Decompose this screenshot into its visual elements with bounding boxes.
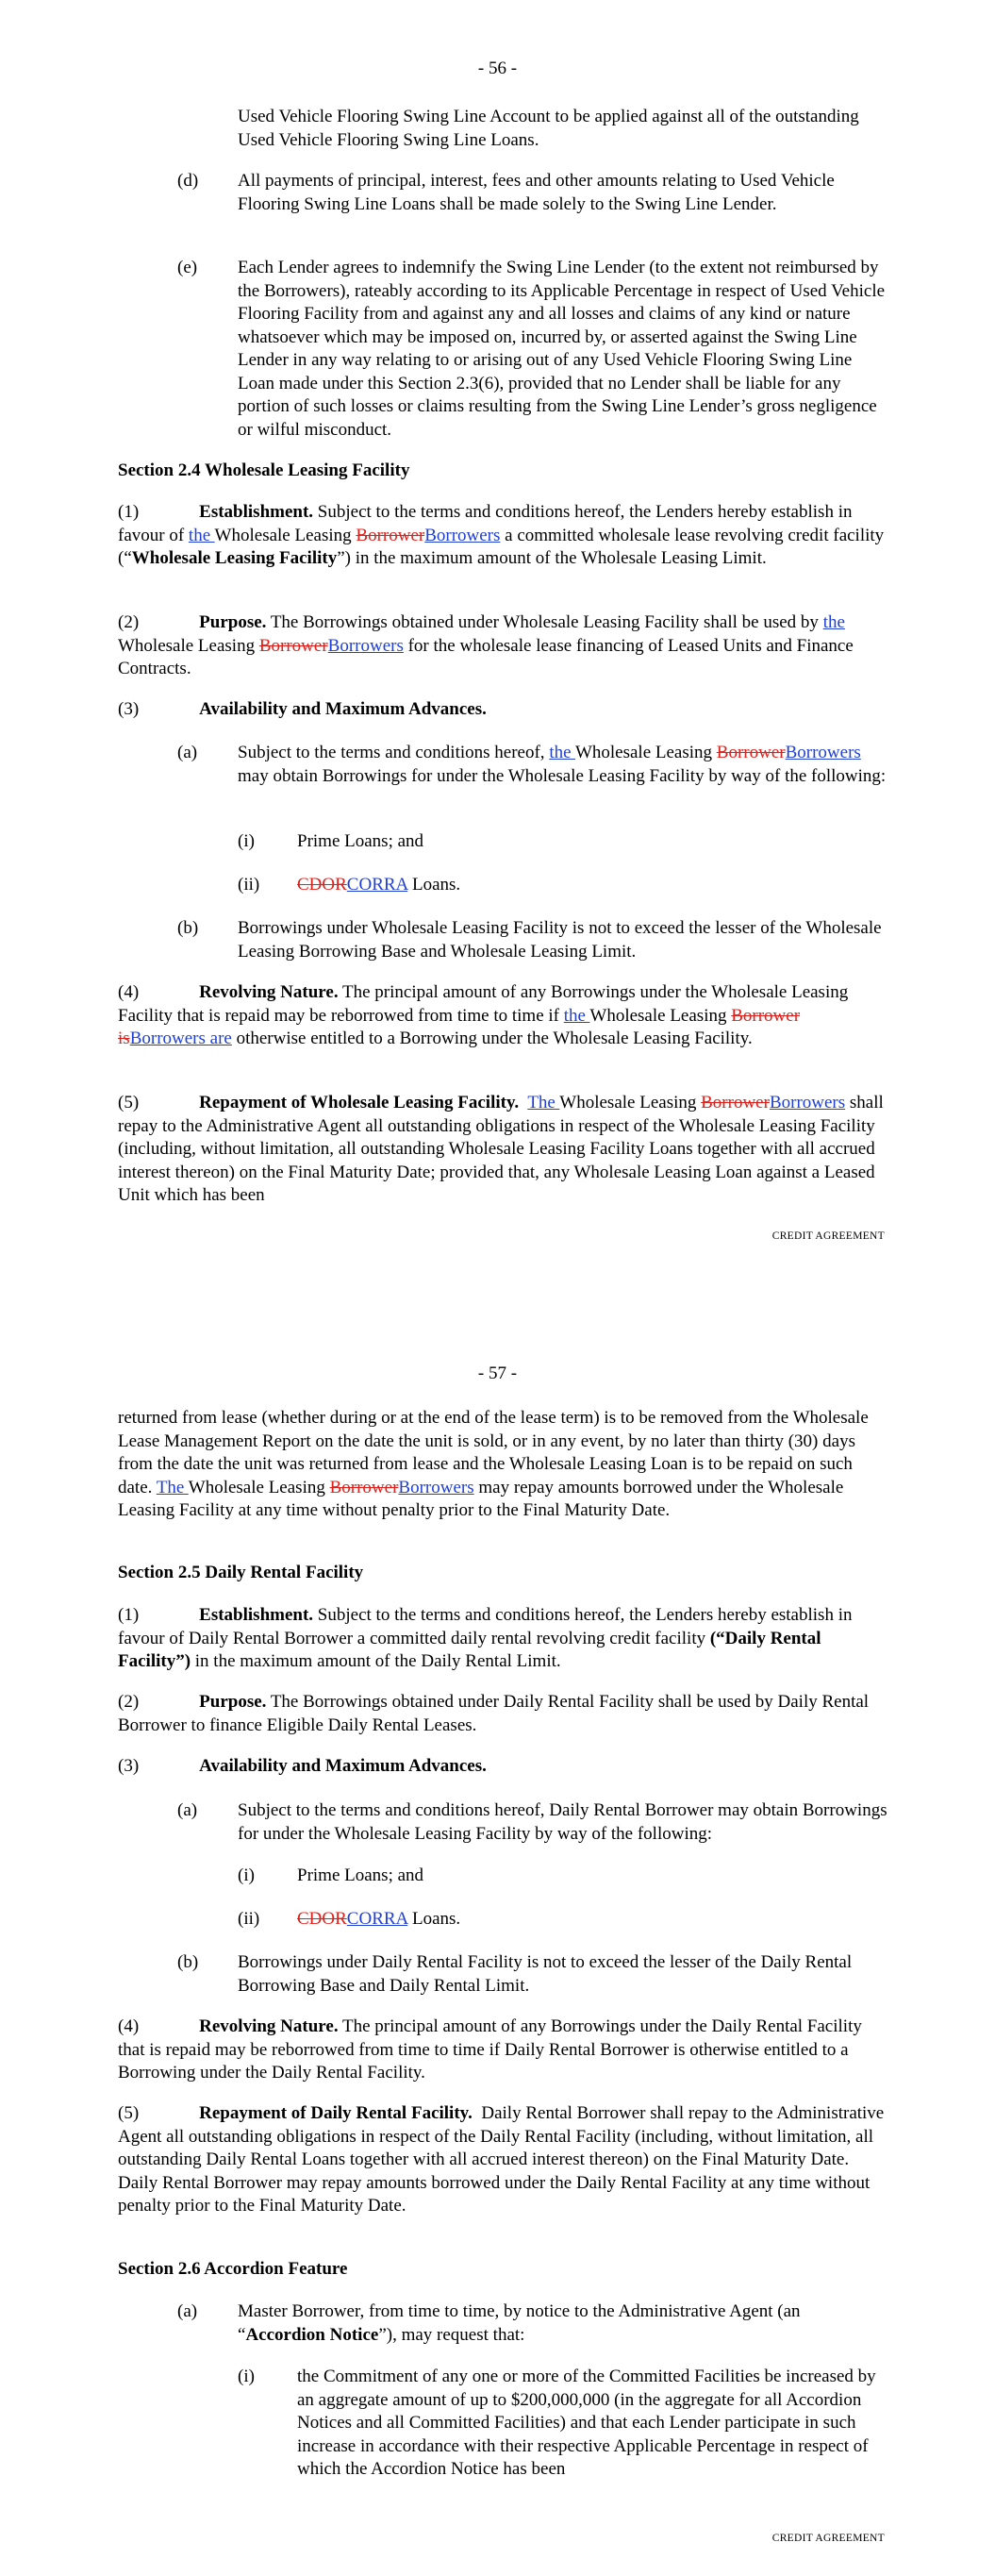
continued-text: returned from lease (whether during or at the end of the lease term) is to be removed from the Wholesale Lease Management Report on the date the unit is sold, or in any event, by no later than thirty (30) days from the date the unit was returned from lease and the Wholesale Leasing Loan is to be repaid on such date. The Wholesale Leasing BorrowerBorrowers may repay amounts borrowed under the Wholesale Leasing Facility at any time without penalty prior to the Final Maturity Date. bbox=[118, 1408, 869, 1520]
item-b-text: Borrowings under Wholesale Leasing Facility is not to exceed the lesser of the Wholesale Leasing Borrowing Base and Wholesale Leasing Limit. bbox=[238, 918, 882, 962]
para-revolving: (4) Revolving Nature. The principal amount of any Borrowings under the Daily Rental Facility that is repaid may be reborrowed from time to time if Daily Rental Borrower is otherwise entitled to a Borrowing under the Daily Rental Facility. bbox=[118, 2016, 862, 2083]
footer-credit-agreement: CREDIT AGREEMENT bbox=[771, 2533, 885, 2544]
item-e-label: (e) bbox=[177, 258, 198, 277]
para-number: (3) bbox=[118, 699, 140, 719]
inserted-text: Borrowers bbox=[327, 635, 404, 656]
item-a-text: Master Borrower, from time to time, by notice to the Administrative Agent (an “Accordion Notice”), may request that: bbox=[238, 2301, 801, 2345]
inserted-text: the bbox=[563, 1005, 590, 1026]
item-d-label: (d) bbox=[177, 171, 199, 191]
inserted-text: CORRA bbox=[346, 1909, 408, 1929]
deleted-text: Borrower is bbox=[118, 1005, 801, 1048]
continued-text: Used Vehicle Flooring Swing Line Account to be applied against all of the outstanding Used Vehicle Flooring Swing Line Loans. bbox=[238, 107, 859, 150]
item-ii-text: CDORCORRA Loans. bbox=[297, 1909, 461, 1929]
item-ii-text: CDORCORRA Loans. bbox=[297, 875, 461, 895]
para-repayment: (5) Repayment of Daily Rental Facility. Daily Rental Borrower shall repay to the Administrative Agent all outstanding obligations in respect of the Daily Rental Facility (including, without limitation, all outstanding Daily Rental Loans together with all accrued interest thereon) on the Final Maturity Date. Daily Rental Borrower may repay amounts borrowed under the Daily Rental Facility at any time without penalty prior to the Final Maturity Date. bbox=[118, 2103, 885, 2216]
inserted-text: Borrowers bbox=[769, 1093, 846, 1112]
para-number: (2) bbox=[118, 1692, 140, 1712]
inserted-text: Borrowers bbox=[424, 525, 501, 545]
item-i-text: the Commitment of any one or more of the Committed Facilities be increased by an aggregate amount of up to $200,000,000 (in the aggregate for all Accordion Notices and all Committed Facilities) and that each Lender participate in such increase in accordance with their respective Applicable Percentage in respect of which the Accordion Notice has been bbox=[297, 2367, 876, 2479]
inserted-text: The bbox=[527, 1093, 560, 1112]
inserted-text: Borrowers bbox=[398, 1477, 474, 1497]
item-a-label: (a) bbox=[177, 2301, 198, 2321]
section-2-4-heading: Section 2.4 Wholesale Leasing Facility bbox=[118, 460, 410, 480]
deleted-text: Borrower bbox=[258, 635, 328, 656]
footer-credit-agreement: CREDIT AGREEMENT bbox=[771, 1230, 885, 1242]
inserted-text: the bbox=[188, 525, 215, 545]
para-title: Availability and Maximum Advances. bbox=[199, 1756, 487, 1776]
section-2-6-heading: Section 2.6 Accordion Feature bbox=[118, 2259, 348, 2279]
item-ii-label: (ii) bbox=[238, 875, 260, 895]
para-number: (4) bbox=[118, 982, 140, 1002]
para-number: (1) bbox=[118, 502, 140, 522]
item-i-text: Prime Loans; and bbox=[297, 831, 424, 851]
item-a-label: (a) bbox=[177, 1800, 198, 1820]
para-repayment: (5) Repayment of Wholesale Leasing Facility. The Wholesale Leasing BorrowerBorrowers shall repay to the Administrative Agent all outstanding obligations in respect of the Wholesale Leasing Facility (including, without limitation, all outstanding Wholesale Leasing Facility Loans together with all accrued interest thereon) on the Final Maturity Date; provided that, any Wholesale Leasing Loan against a Leased Unit which has been bbox=[118, 1093, 884, 1205]
para-title: Repayment of Daily Rental Facility. bbox=[199, 2103, 473, 2123]
inserted-text: The bbox=[156, 1477, 189, 1497]
item-i-label: (i) bbox=[238, 831, 255, 851]
item-b-text: Borrowings under Daily Rental Facility is not to exceed the lesser of the Daily Rental Borrowing Base and Daily Rental Limit. bbox=[238, 1952, 853, 1996]
inserted-text: the bbox=[822, 612, 845, 632]
para-title: Revolving Nature. bbox=[199, 2016, 339, 2036]
deleted-text: Borrower bbox=[356, 525, 425, 545]
deleted-text: Borrower bbox=[701, 1093, 770, 1112]
item-a-text: Subject to the terms and conditions hereof, Daily Rental Borrower may obtain Borrowings for under the Wholesale Leasing Facility by way of the following: bbox=[238, 1800, 887, 1844]
item-i-label: (i) bbox=[238, 1865, 255, 1885]
item-b-label: (b) bbox=[177, 1952, 199, 1972]
page-57 bbox=[0, 1312, 995, 2576]
item-ii-label: (ii) bbox=[238, 1909, 260, 1929]
section-2-5-heading: Section 2.5 Daily Rental Facility bbox=[118, 1563, 364, 1582]
deleted-text: CDOR bbox=[297, 1909, 347, 1929]
page-number: - 56 - bbox=[477, 59, 518, 78]
deleted-text: Borrower bbox=[716, 743, 786, 762]
para-purpose: (2) Purpose. The Borrowings obtained under Wholesale Leasing Facility shall be used by the Wholesale Leasing BorrowerBorrowers for the wholesale lease financing of Leased Units and Finance Contracts. bbox=[118, 612, 854, 678]
item-b-label: (b) bbox=[177, 918, 199, 938]
inserted-text: Borrowers are bbox=[129, 1029, 232, 1048]
para-number: (5) bbox=[118, 1093, 140, 1112]
inserted-text: Borrowers bbox=[785, 743, 861, 762]
inserted-text: the bbox=[549, 743, 575, 762]
deleted-text: CDOR bbox=[297, 875, 347, 895]
para-revolving: (4) Revolving Nature. The principal amount of any Borrowings under the Wholesale Leasing Facility that is repaid may be reborrowed from time to time if the Wholesale Leasing Borrower isBorrowers are otherwise entitled to a Borrowing under the Wholesale Leasing Facility. bbox=[118, 982, 849, 1048]
para-establishment: (1) Establishment. Subject to the terms and conditions hereof, the Lenders hereby establish in favour of Daily Rental Borrower a committed daily rental revolving credit facility (“Daily Rental Facility”) in the maximum amount of the Daily Rental Limit. bbox=[118, 1605, 853, 1671]
para-title: Establishment. bbox=[199, 502, 314, 522]
para-number: (5) bbox=[118, 2103, 140, 2123]
para-title: Availability and Maximum Advances. bbox=[199, 699, 487, 719]
page-number: - 57 - bbox=[477, 1363, 518, 1383]
item-i-label: (i) bbox=[238, 2367, 255, 2386]
deleted-text: Borrower bbox=[329, 1477, 399, 1497]
para-title: Establishment. bbox=[199, 1605, 314, 1625]
para-title: Repayment of Wholesale Leasing Facility. bbox=[199, 1093, 520, 1112]
para-establishment: (1) Establishment. Subject to the terms and conditions hereof, the Lenders hereby establish in favour of the Wholesale Leasing BorrowerBorrowers a committed wholesale lease revolving credit facility (“Wholesale Leasing Facility”) in the maximum amount of the Wholesale Leasing Limit. bbox=[118, 502, 885, 568]
para-purpose: (2) Purpose. The Borrowings obtained under Daily Rental Facility shall be used by Daily Rental Borrower to finance Eligible Daily Rental Leases. bbox=[118, 1692, 870, 1735]
para-title: Purpose. bbox=[199, 1692, 267, 1712]
para-number: (1) bbox=[118, 1605, 140, 1625]
item-d-text: All payments of principal, interest, fees and other amounts relating to Used Vehicle Flooring Swing Line Loans shall be made solely to the Swing Line Lender. bbox=[238, 171, 835, 214]
item-e-text: Each Lender agrees to indemnify the Swing Line Lender (to the extent not reimbursed by the Borrowers), rateably according to its Applicable Percentage in respect of Used Vehicle Flooring Facility from and against any and all losses and claims of any kind or nature whatsoever which may be imposed on, incurred by, or asserted against the Swing Line Lender in any way relating to or arising out of any Used Vehicle Flooring Swing Line Loan made under this Section 2.3(6), provided that no Lender shall be liable for any portion of such losses or claims resulting from the Swing Line Lender’s gross negligence or wilful misconduct. bbox=[238, 258, 886, 440]
inserted-text: CORRA bbox=[346, 875, 408, 895]
item-i-text: Prime Loans; and bbox=[297, 1865, 424, 1885]
para-title: Revolving Nature. bbox=[199, 982, 339, 1002]
para-availability bbox=[118, 698, 487, 722]
para-number: (4) bbox=[118, 2016, 140, 2036]
para-availability bbox=[118, 1755, 487, 1779]
item-a-text: Subject to the terms and conditions hereof, the Wholesale Leasing BorrowerBorrowers may obtain Borrowings for under the Wholesale Leasing Facility by way of the following: bbox=[238, 743, 887, 786]
para-number: (2) bbox=[118, 612, 140, 632]
para-number: (3) bbox=[118, 1756, 140, 1776]
item-a-label: (a) bbox=[177, 743, 198, 762]
para-title: Purpose. bbox=[199, 612, 267, 632]
